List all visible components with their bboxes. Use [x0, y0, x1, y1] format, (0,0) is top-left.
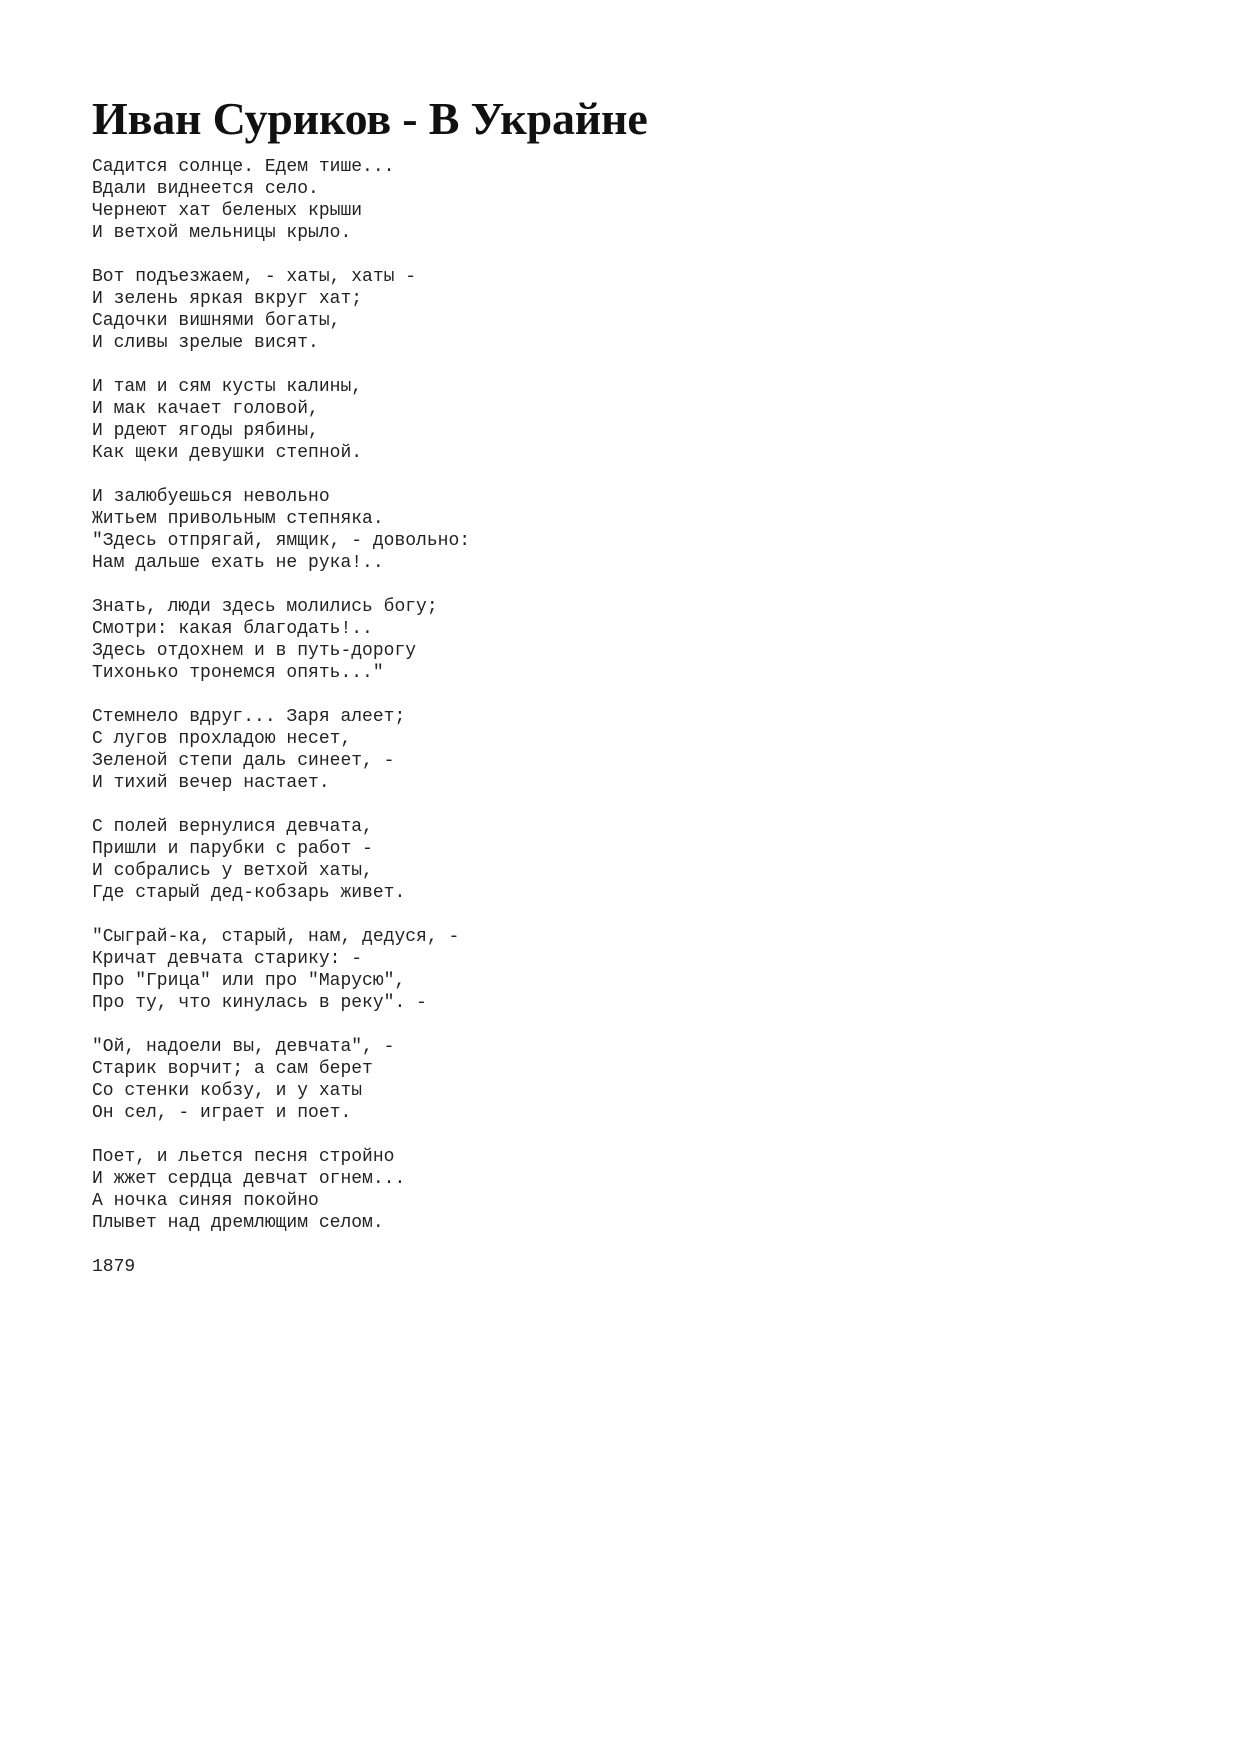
poem-line: Про ту, что кинулась в реку". -	[92, 993, 427, 1013]
poem-line: Знать, люди здесь молились богу;	[92, 597, 438, 617]
page-title: Иван Суриков - В Украйне	[92, 93, 648, 144]
poem-line: И жжет сердца девчат огнем...	[92, 1169, 406, 1189]
stanza	[92, 1146, 1192, 1234]
poem-line: Кричат девчата старику: -	[92, 949, 363, 969]
poem-line: Вот подъезжаем, - хаты, хаты -	[92, 267, 417, 287]
poem-line: Со стенки кобзу, и у хаты	[92, 1081, 363, 1101]
poem-line: И тихий вечер настает.	[92, 773, 330, 793]
poem-line: Смотри: какая благодать!..	[92, 619, 373, 639]
poem-line: И сливы зрелые висят.	[92, 333, 319, 353]
poem-line: И залюбуешься невольно	[92, 487, 330, 507]
poem-line: Житьем привольным степняка.	[92, 509, 384, 529]
poem-line: Плывет над дремлющим селом.	[92, 1213, 384, 1233]
stanza	[92, 596, 1192, 684]
stanza	[92, 376, 1192, 464]
poem-line: Вдали виднеется село.	[92, 179, 319, 199]
poem-line: С лугов прохладою несет,	[92, 729, 352, 749]
poem-line: Садочки вишнями богаты,	[92, 311, 341, 331]
poem-line: Здесь отдохнем и в путь-дорогу	[92, 641, 417, 661]
poem-line: Садится солнце. Едем тише...	[92, 157, 395, 177]
poem-line: А ночка синяя покойно	[92, 1191, 319, 1211]
poem-line: Где старый дед-кобзарь живет.	[92, 883, 406, 903]
poem-body	[92, 156, 1192, 1234]
stanza	[92, 926, 1192, 1014]
poem-line: И ветхой мельницы крыло.	[92, 223, 352, 243]
poem-line: "Сыграй-ка, старый, нам, дедуся, -	[92, 927, 460, 947]
poem-line: И собрались у ветхой хаты,	[92, 861, 373, 881]
poem-line: "Здесь отпрягай, ямщик, - довольно:	[92, 531, 471, 551]
poem-line: Старик ворчит; а сам берет	[92, 1059, 373, 1079]
poem-year: 1879	[92, 1257, 136, 1277]
stanza	[92, 266, 1192, 354]
stanza	[92, 706, 1192, 794]
document-page	[92, 93, 1192, 1278]
stanza	[92, 816, 1192, 904]
poem-line: Поет, и льется песня стройно	[92, 1147, 395, 1167]
poem-line: Как щеки девушки степной.	[92, 443, 363, 463]
poem-line: Пришли и парубки с работ -	[92, 839, 373, 859]
poem-line: Чернеют хат беленых крыши	[92, 201, 363, 221]
poem-line: Тихонько тронемся опять..."	[92, 663, 384, 683]
poem-line: И там и сям кусты калины,	[92, 377, 363, 397]
poem-line: Зеленой степи даль синеет, -	[92, 751, 395, 771]
poem-line: С полей вернулися девчата,	[92, 817, 373, 837]
poem-line: Про "Грица" или про "Марусю",	[92, 971, 406, 991]
poem-line: И мак качает головой,	[92, 399, 319, 419]
poem-line: Нам дальше ехать не рука!..	[92, 553, 384, 573]
stanza	[92, 1036, 1192, 1124]
stanza	[92, 486, 1192, 574]
poem-line: "Ой, надоели вы, девчата", -	[92, 1037, 395, 1057]
poem-line: Он сел, - играет и поет.	[92, 1103, 352, 1123]
poem-line: Стемнело вдруг... Заря алеет;	[92, 707, 406, 727]
poem-line: И рдеют ягоды рябины,	[92, 421, 319, 441]
poem-line: И зелень яркая вкруг хат;	[92, 289, 363, 309]
stanza	[92, 156, 1192, 244]
